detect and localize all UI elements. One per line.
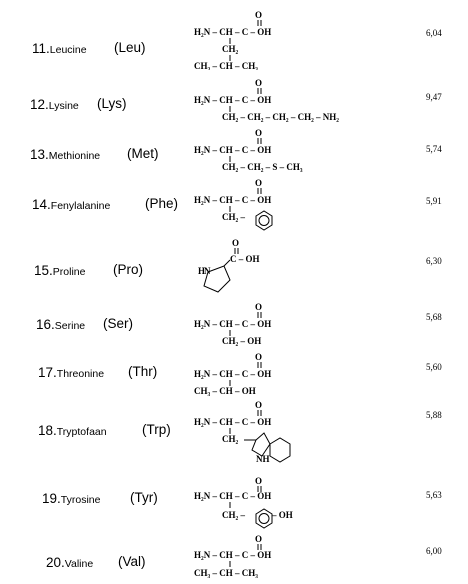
svg-text:CH₂: CH₂ — [222, 434, 239, 444]
amino-acid-abbreviation: (Val) — [118, 554, 146, 569]
amino-acid-row-tryptofaan — [0, 400, 468, 476]
isoelectric-point: 5,60 — [426, 362, 442, 372]
amino-acid-label: 18.Tryptofaan — [38, 423, 107, 438]
amino-acid-row-threonine — [0, 352, 468, 402]
amino-acid-abbreviation: (Met) — [127, 146, 159, 161]
amino-acid-label: 12.Lysine — [30, 97, 79, 112]
amino-acid-row-lysine — [0, 72, 468, 122]
amino-acid-abbreviation: (Trp) — [142, 422, 171, 437]
amino-acid-row-valine — [0, 534, 468, 584]
isoelectric-point: 6,00 — [426, 546, 442, 556]
svg-text:O: O — [255, 534, 263, 544]
isoelectric-point: 5,88 — [426, 410, 442, 420]
amino-acid-abbreviation: (Pro) — [113, 262, 143, 277]
isoelectric-point: 5,91 — [426, 196, 442, 206]
svg-text:N: N — [204, 266, 211, 276]
isoelectric-point: 5,74 — [426, 144, 442, 154]
svg-text:CH₃ – CH – OH: CH₃ – CH – OH — [194, 386, 256, 396]
benzene-ring-icon — [256, 509, 272, 528]
svg-text:O: O — [255, 476, 263, 486]
amino-acid-abbreviation: (Ser) — [103, 316, 133, 331]
amino-acid-row-serine — [0, 300, 468, 352]
amino-acid-row-fenylalanine — [0, 176, 468, 232]
amino-acid-abbreviation: (Phe) — [145, 196, 179, 211]
structural-formula — [190, 236, 420, 300]
structural-formula — [190, 176, 420, 232]
amino-acid-label: 11.Leucine — [32, 41, 87, 56]
svg-text:H₂N – CH – C – OH: H₂N – CH – C – OH — [194, 195, 272, 205]
svg-text:CH₂ –: CH₂ – — [222, 510, 245, 520]
isoelectric-point: 6,04 — [426, 28, 442, 38]
amino-acid-label: 20.Valine — [46, 555, 94, 570]
svg-text:O: O — [255, 400, 263, 410]
svg-text:O: O — [255, 352, 263, 362]
amino-acid-label: 16.Serine — [36, 317, 86, 332]
structural-formula — [190, 474, 420, 534]
svg-text:CH₃ – CH – CH₃: CH₃ – CH – CH₃ — [194, 568, 258, 578]
svg-text:NH: NH — [256, 454, 270, 464]
amino-acid-label: 14.Fenylalanine — [32, 197, 111, 212]
amino-acid-label: 19.Tyrosine — [42, 491, 101, 506]
svg-text:H₂N – CH – C – OH: H₂N – CH – C – OH — [194, 417, 272, 427]
structural-formula — [190, 534, 420, 584]
svg-text:H₂N – CH – C – OH: H₂N – CH – C – OH — [194, 95, 272, 105]
svg-text:– OH: – OH — [272, 510, 293, 520]
svg-text:O: O — [255, 10, 263, 20]
amino-acid-label: 15.Proline — [34, 263, 86, 278]
svg-text:H₂N – CH – C – OH: H₂N – CH – C – OH — [194, 369, 272, 379]
svg-text:H: H — [198, 266, 206, 276]
svg-text:H₂N – CH – C – OH: H₂N – CH – C – OH — [194, 319, 272, 329]
isoelectric-point: 5,68 — [426, 312, 442, 322]
svg-text:H₂N – CH – C – OH: H₂N – CH – C – OH — [194, 27, 272, 37]
amino-acid-row-methionine — [0, 124, 468, 174]
svg-text:C – OH: C – OH — [230, 254, 260, 264]
svg-text:CH₂ – OH: CH₂ – OH — [222, 336, 262, 346]
svg-text:CH₂ – CH₂ – S – CH₃: CH₂ – CH₂ – S – CH₃ — [222, 162, 303, 172]
structural-formula — [190, 352, 420, 400]
svg-text:CH₂: CH₂ — [222, 44, 239, 54]
amino-acid-row-tyrosine — [0, 474, 468, 534]
svg-text:O: O — [255, 128, 263, 138]
structural-formula — [190, 400, 420, 476]
amino-acid-abbreviation: (Tyr) — [130, 490, 158, 505]
svg-text:O: O — [255, 78, 263, 88]
svg-text:O: O — [255, 178, 263, 188]
amino-acid-row-proline — [0, 234, 468, 300]
svg-text:O: O — [232, 238, 240, 248]
svg-text:O: O — [255, 302, 263, 312]
isoelectric-point: 6,30 — [426, 256, 442, 266]
amino-acid-abbreviation: (Thr) — [128, 364, 158, 379]
isoelectric-point: 9,47 — [426, 92, 442, 102]
amino-acid-label: 13.Methionine — [30, 147, 101, 162]
amino-acid-abbreviation: (Lys) — [97, 96, 127, 111]
svg-text:CH₃ – CH – CH₃: CH₃ – CH – CH₃ — [194, 61, 258, 70]
amino-acid-label: 17.Threonine — [38, 365, 105, 380]
benzene-ring-icon — [256, 211, 272, 230]
svg-text:H₂N – CH – C – OH: H₂N – CH – C – OH — [194, 145, 272, 155]
svg-text:CH₂ –: CH₂ – — [222, 212, 245, 222]
amino-acid-abbreviation: (Leu) — [114, 40, 146, 55]
isoelectric-point: 5,63 — [426, 490, 442, 500]
structural-formula — [190, 126, 420, 174]
structural-formula — [190, 6, 420, 70]
svg-text:CH₂ – CH₂ – CH₂ – CH₂ – NH₂: CH₂ – CH₂ – CH₂ – CH₂ – NH₂ — [222, 112, 339, 122]
amino-acid-row-leucine — [0, 0, 468, 70]
structural-formula — [190, 76, 430, 122]
svg-text:H₂N – CH – C – OH: H₂N – CH – C – OH — [194, 550, 272, 560]
svg-text:H₂N – CH – C – OH: H₂N – CH – C – OH — [194, 491, 272, 501]
structural-formula — [190, 300, 420, 352]
